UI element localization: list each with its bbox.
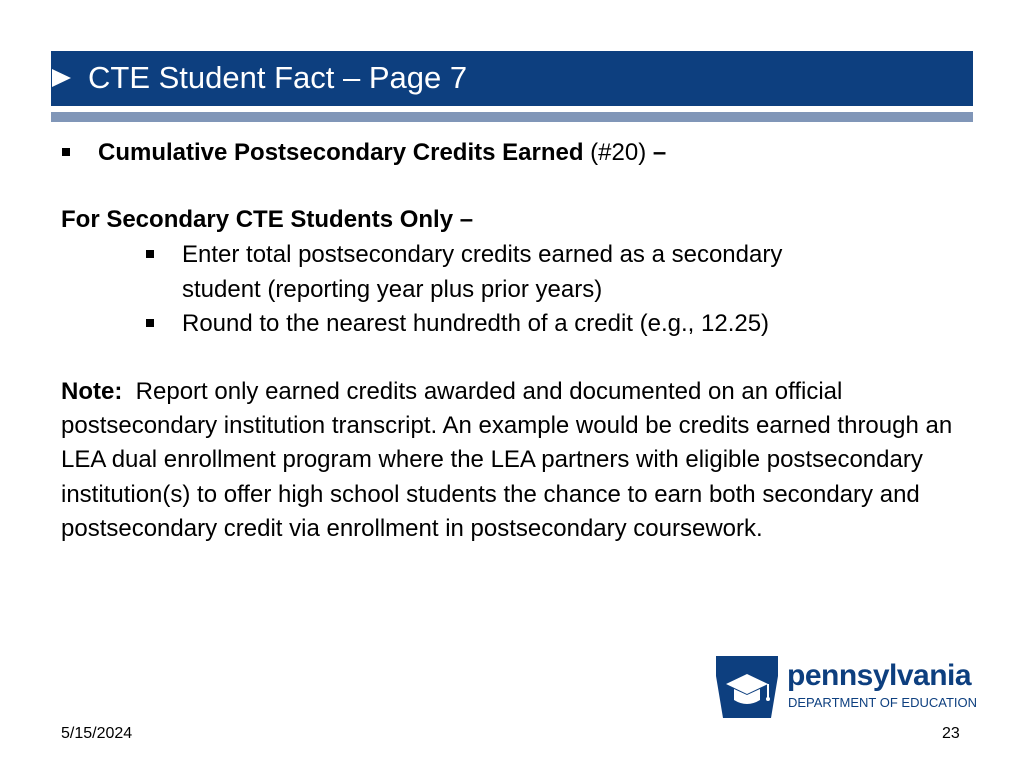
bullet-1-line-2: student (reporting year plus prior years): [182, 276, 603, 303]
secondary-heading: For Secondary CTE Students Only –: [61, 206, 474, 233]
note-text: Report only earned credits awarded and documented on an official postsecondary institution transcript. An example would be credits earned through an LEA dual enrollment program where the LEA partners with eligible postsecondary institution(s) to offer high school students the chance to earn both secondary and postsecondary credit via enrollment in postsecondary coursework.: [61, 378, 953, 542]
logo-name: pennsylvania: [787, 659, 972, 692]
bullet-2-line-1: Round to the nearest hundredth of a credit (e.g., 12.25): [182, 310, 770, 337]
bullet-square-icon: [146, 250, 154, 258]
item-dash: –: [652, 139, 667, 166]
footer-date: 5/15/2024: [61, 725, 133, 742]
keystone-graduation-cap-icon: [716, 656, 778, 718]
title-rule: [51, 112, 973, 122]
logo-department: DEPARTMENT OF EDUCATION: [788, 695, 977, 710]
bullet-square-icon: [62, 148, 70, 156]
title-arrow-icon: [52, 69, 71, 87]
note-label: Note:: [61, 378, 123, 405]
page-title: CTE Student Fact – Page 7: [88, 60, 468, 95]
bullet-1-line-1: Enter total postsecondary credits earned as a secondary: [182, 241, 783, 268]
note-paragraph: [61, 375, 966, 546]
bullet-square-icon: [146, 319, 154, 327]
item-number: (#20): [590, 139, 647, 166]
page-number: 23: [942, 725, 960, 742]
item-heading: [98, 138, 666, 168]
item-label: Cumulative Postsecondary Credits Earned: [98, 139, 584, 166]
